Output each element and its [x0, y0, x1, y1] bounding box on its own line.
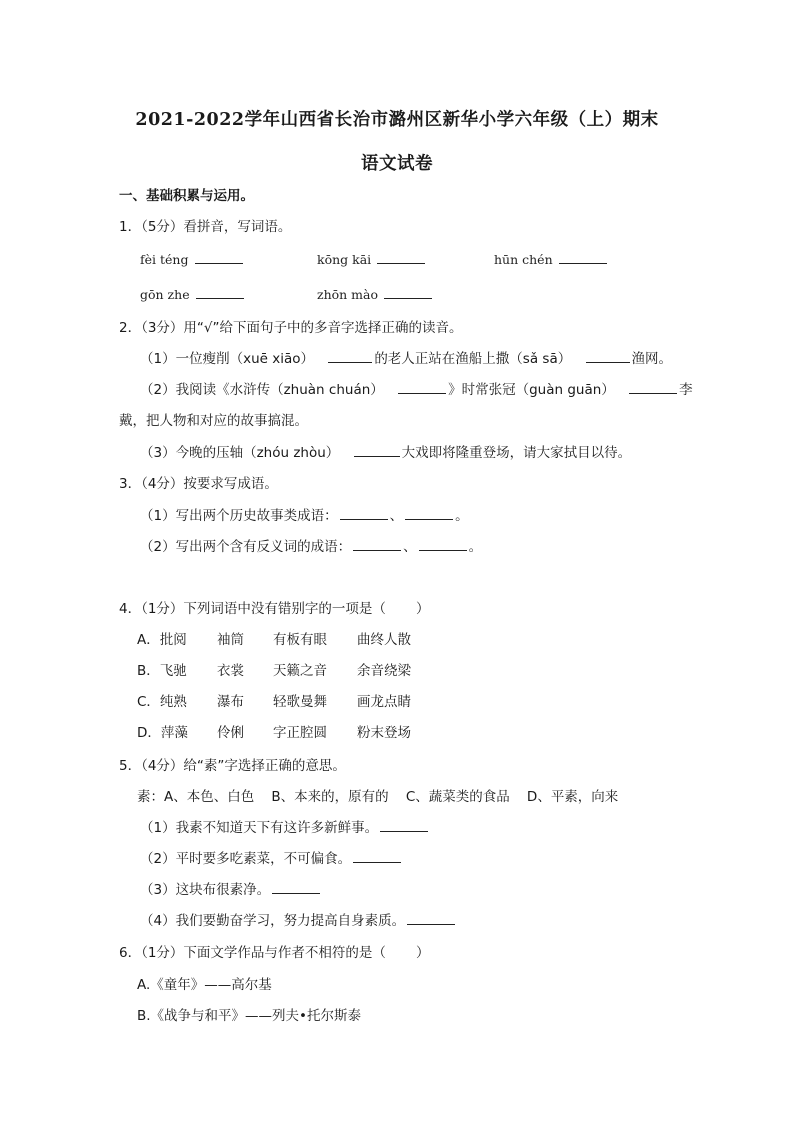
- question-5-item-1: [140, 819, 430, 837]
- answer-blank[interactable]: [340, 507, 388, 520]
- pinyin-item-2: [317, 251, 427, 269]
- option-word: 有板有眼: [273, 632, 327, 648]
- answer-blank[interactable]: [586, 350, 630, 363]
- answer-blank[interactable]: [272, 881, 320, 894]
- separator: 、: [403, 539, 417, 555]
- item-text: （2）平时要多吃素菜，不可偏食。: [140, 851, 352, 867]
- exam-title-line2: 语文试卷: [361, 154, 433, 174]
- question-2-stem: 2．（3分）用“√”给下面句子中的多音字选择正确的读音。: [119, 320, 463, 336]
- option-d[interactable]: [137, 724, 411, 742]
- option-word: 字正腔圆: [273, 725, 327, 741]
- question-5-item-4: [140, 912, 457, 930]
- pinyin-text: zhōn mào: [317, 287, 379, 302]
- item-text: （4）我们要勤奋学习，努力提高自身素质。: [140, 913, 406, 929]
- sentence-text: 大戏即将隆重登场，请大家拭目以待。: [401, 445, 632, 461]
- question-3-item-1: [140, 507, 469, 525]
- option-c[interactable]: [137, 693, 411, 711]
- stem-text: 4．（1分）下列词语中没有错别字的一项是（: [119, 601, 386, 617]
- period: 。: [468, 539, 483, 555]
- option-b[interactable]: [137, 662, 411, 680]
- sentence-text: 渔网。: [631, 351, 673, 367]
- sentence-text: 李: [679, 382, 693, 398]
- item-text: （3）这块布很素净。: [140, 882, 271, 898]
- answer-blank[interactable]: [559, 251, 607, 264]
- option-a[interactable]: A.《童年》——高尔基: [137, 977, 272, 993]
- answer-blank[interactable]: [196, 286, 244, 299]
- sentence-text: 》时常张冠（guàn guān）: [448, 382, 615, 398]
- question-2-sentence-2-cont: 戴，把人物和对应的故事搞混。: [119, 413, 308, 429]
- option-word: 曲终人散: [357, 632, 411, 648]
- stem-text: 6．（1分）下面文学作品与作者不相符的是（: [119, 945, 386, 961]
- question-5-item-2: [140, 850, 403, 868]
- paren-close: ）: [415, 601, 430, 617]
- pinyin-item-3: [494, 251, 609, 269]
- question-5-item-3: [140, 881, 322, 899]
- exam-title-line1: 2021-2022学年山西省长治市潞州区新华小学六年级（上）期末: [135, 110, 659, 130]
- answer-blank[interactable]: [398, 381, 446, 394]
- option-word: 画龙点睛: [357, 694, 411, 710]
- option-word: D．萍藻: [137, 725, 188, 741]
- answer-blank[interactable]: [377, 251, 425, 264]
- answer-blank[interactable]: [384, 286, 432, 299]
- question-4-stem: [119, 600, 429, 618]
- answer-blank[interactable]: [328, 350, 372, 363]
- option-word: 余音绕梁: [357, 663, 411, 679]
- option-word: 粉末登场: [357, 725, 411, 741]
- answer-blank[interactable]: [380, 819, 428, 832]
- period: 。: [455, 508, 469, 524]
- option-word: B．飞驰: [137, 663, 187, 679]
- option-word: 伶俐: [217, 725, 244, 741]
- question-2-sentence-2: [140, 381, 693, 399]
- answer-blank[interactable]: [353, 850, 401, 863]
- sentence-text: 的老人正站在渔船上撒（sǎ sā）: [374, 351, 572, 367]
- question-1-stem: 1．（5分）看拼音，写词语。: [119, 219, 292, 235]
- option-word: 袖筒: [217, 632, 244, 648]
- pinyin-text: hūn chén: [494, 252, 553, 267]
- item-text: （2）写出两个含有反义词的成语：: [140, 539, 352, 555]
- question-5-definitions: 素：A、本色、白色 B、本来的，原有的 C、蔬菜类的食品 D、平素，向来: [137, 789, 619, 805]
- pinyin-item-1: [140, 251, 245, 269]
- question-3-stem: 3．（4分）按要求写成语。: [119, 476, 278, 492]
- answer-blank[interactable]: [195, 251, 243, 264]
- sentence-text: （3）今晚的压轴（zhóu zhòu）: [140, 445, 340, 461]
- option-word: 衣裳: [217, 663, 244, 679]
- answer-blank[interactable]: [419, 538, 467, 551]
- option-word: 瀑布: [217, 694, 244, 710]
- question-5-stem: 5．（4分）给“素”字选择正确的意思。: [119, 758, 346, 774]
- option-a[interactable]: [137, 631, 411, 649]
- answer-blank[interactable]: [354, 444, 400, 457]
- pinyin-item-4: [140, 286, 246, 304]
- answer-blank[interactable]: [407, 912, 455, 925]
- option-word: 天籁之音: [273, 663, 327, 679]
- question-2-sentence-1: [140, 350, 672, 368]
- pinyin-item-5: [317, 286, 434, 304]
- pinyin-text: kōng kāi: [317, 252, 372, 267]
- item-text: （1）写出两个历史故事类成语：: [140, 508, 338, 524]
- separator: 、: [389, 508, 404, 524]
- pinyin-text: gōn zhe: [140, 287, 190, 302]
- paren-close: ）: [415, 945, 430, 961]
- sentence-text: （1）一位瘦削（xuē xiāo）: [140, 351, 315, 367]
- answer-blank[interactable]: [405, 507, 453, 520]
- section-heading: 一、基础积累与运用。: [119, 188, 254, 204]
- pinyin-text: fèi téng: [140, 252, 189, 267]
- answer-blank[interactable]: [353, 538, 401, 551]
- option-word: 轻歌曼舞: [273, 694, 327, 710]
- option-b[interactable]: B.《战争与和平》——列夫•托尔斯泰: [137, 1008, 362, 1024]
- question-2-sentence-3: [140, 444, 631, 462]
- option-word: C．纯熟: [137, 694, 187, 710]
- item-text: （1）我素不知道天下有这许多新鲜事。: [140, 820, 379, 836]
- option-word: A．批阅: [137, 632, 187, 648]
- question-3-item-2: [140, 538, 482, 556]
- answer-blank[interactable]: [629, 381, 677, 394]
- question-6-stem: [119, 944, 429, 962]
- sentence-text: （2）我阅读《水浒传（zhuàn chuán）: [140, 382, 384, 398]
